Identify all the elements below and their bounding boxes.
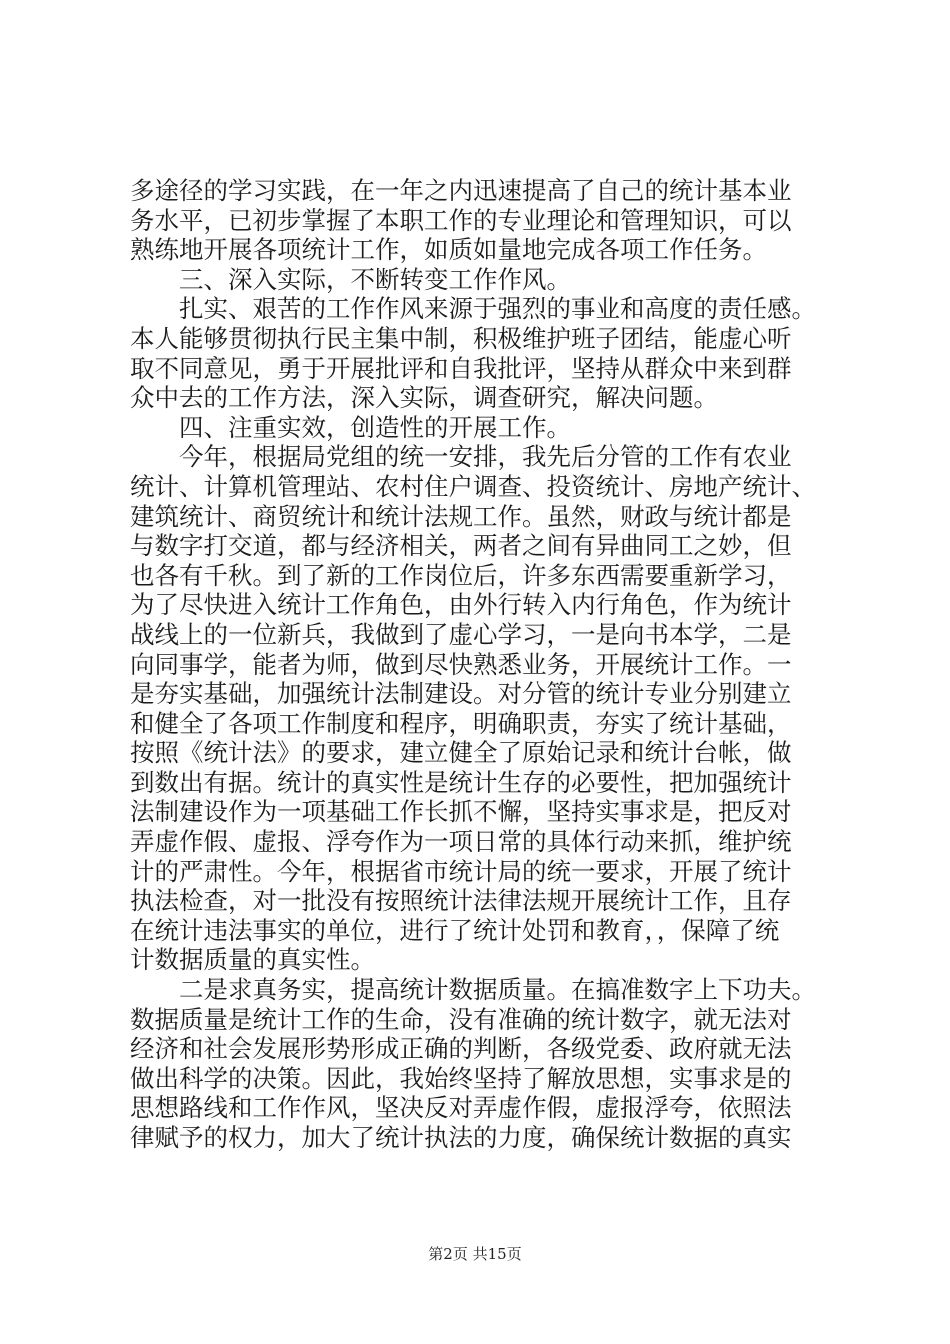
text-line: 今年，根据局党组的统一安排，我先后分管的工作有农业 <box>130 442 792 472</box>
text-line: 统计、计算机管理站、农村住户调查、投资统计、房地产统计、 <box>130 471 816 501</box>
text-line: 务水平，已初步掌握了本职工作的专业理论和管理知识，可以 <box>130 205 792 235</box>
text-line: 计数据质量的真实性。 <box>130 945 375 975</box>
text-line: 律赋予的权力，加大了统计执法的力度，确保统计数据的真实 <box>130 1123 792 1152</box>
text-line: 计的严肃性。今年，根据省市统计局的统一要求，开展了统计 <box>130 856 792 886</box>
text-line: 数据质量是统计工作的生命，没有准确的统计数字，就无法对 <box>130 1004 792 1034</box>
text-line: 扎实、艰苦的工作作风来源于强烈的事业和高度的责任感。 <box>130 294 816 324</box>
text-line: 为了尽快进入统计工作角色，由外行转入内行角色，作为统计 <box>130 590 792 620</box>
text-line: 在统计违法事实的单位，进行了统计处罚和教育，，保障了统 <box>130 915 780 945</box>
text-line: 建筑统计、商贸统计和统计法规工作。虽然，财政与统计都是 <box>130 501 792 531</box>
text-line: 二是求真务实，提高统计数据质量。在搞准数字上下功夫。 <box>130 975 816 1005</box>
text-line: 执法检查，对一批没有按照统计法律法规开展统计工作，且存 <box>130 886 792 916</box>
text-line: 法制建设作为一项基础工作长抓不懈，坚持实事求是，把反对 <box>130 797 792 827</box>
text-line: 也各有千秋。到了新的工作岗位后，许多东西需要重新学习， <box>130 560 792 590</box>
document-body <box>130 176 840 1153</box>
text-line: 经济和社会发展形势形成正确的判断，各级党委、政府就无法 <box>130 1034 792 1064</box>
text-line: 熟练地开展各项统计工作，如质如量地完成各项工作任务。 <box>130 235 767 265</box>
text-line: 四、注重实效，创造性的开展工作。 <box>130 412 571 442</box>
text-line: 战线上的一位新兵，我做到了虚心学习，一是向书本学，二是 <box>130 619 792 649</box>
text-line: 众中去的工作方法，深入实际，调查研究，解决问题。 <box>130 383 718 413</box>
text-line: 按照《统计法》的要求，建立健全了原始记录和统计台帐，做 <box>130 738 792 768</box>
text-line: 取不同意见，勇于开展批评和自我批评，坚持从群众中来到群 <box>130 353 792 383</box>
page-footer: 第2页 共15页 <box>428 1245 522 1263</box>
text-line: 到数出有据。统计的真实性是统计生存的必要性，把加强统计 <box>130 767 792 797</box>
text-line: 和健全了各项工作制度和程序，明确职责，夯实了统计基础， <box>130 708 792 738</box>
text-line: 三、深入实际，不断转变工作作风。 <box>130 264 571 294</box>
text-line: 多途径的学习实践，在一年之内迅速提高了自己的统计基本业 <box>130 176 792 205</box>
text-line: 是夯实基础，加强统计法制建设。对分管的统计专业分别建立 <box>130 679 792 709</box>
text-line: 思想路线和工作作风，坚决反对弄虚作假，虚报浮夸，依照法 <box>130 1093 792 1123</box>
text-line: 弄虚作假、虚报、浮夸作为一项日常的具体行动来抓，维护统 <box>130 827 792 857</box>
text-line: 做出科学的决策。因此，我始终坚持了解放思想，实事求是的 <box>130 1063 792 1093</box>
text-line: 与数字打交道，都与经济相关，两者之间有异曲同工之妙，但 <box>130 531 792 561</box>
text-line: 本人能够贯彻执行民主集中制，积极维护班子团结，能虚心听 <box>130 323 792 353</box>
text-line: 向同事学，能者为师，做到尽快熟悉业务，开展统计工作。一 <box>130 649 792 679</box>
